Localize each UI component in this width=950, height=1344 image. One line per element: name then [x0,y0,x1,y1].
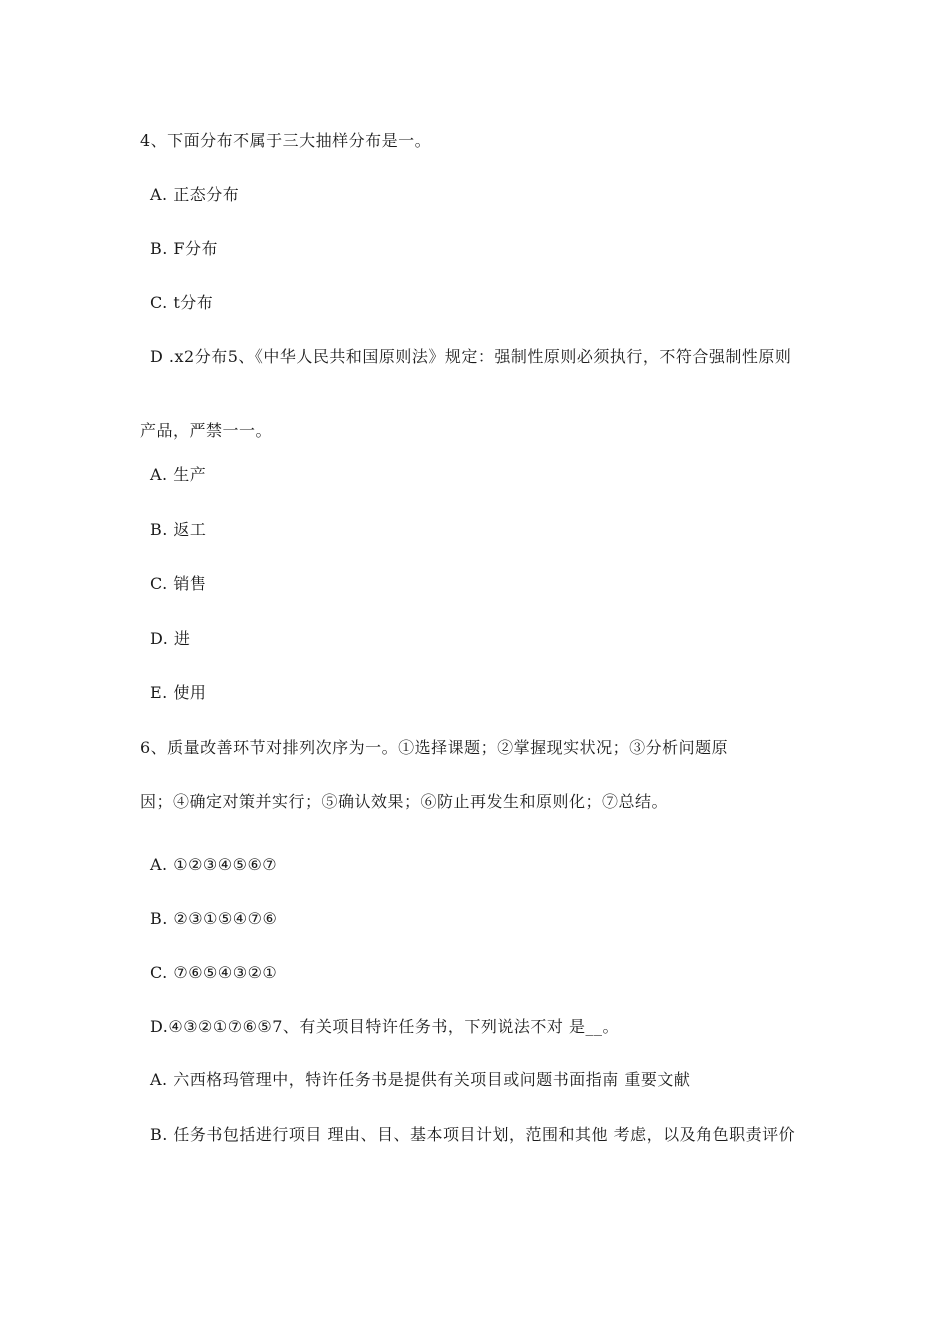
question-4-text: 4、下面分布不属于三大抽样分布是一。 [140,131,432,150]
option-d-question-5-text: D .x2分布5、《中华人民共和国原则法》规定：强制性原则必须执行，不符合强制性原则 [150,347,792,366]
option-b: B. F分布 [150,239,219,258]
option-b: B. 返工 [150,520,207,539]
option-c: C. ⑦⑥⑤④③②① [150,963,278,982]
option-b: B. 任务书包括进行项目 理由、目、基本项目计划，范围和其他 考虑，以及角色职责评价 [150,1125,796,1144]
option-a: A. 六西格玛管理中，特许任务书是提供有关项目或问题书面指南 重要文献 [150,1070,691,1089]
option-a: A. ①②③④⑤⑥⑦ [150,855,278,874]
question-5-continuation: 产品，严禁一一。 [140,421,273,440]
option-c: C. 销售 [150,574,207,593]
option-e: E. 使用 [150,683,207,702]
option-d-question-7-text: D.④③②①⑦⑥⑤7、有关项目特许任务书，下列说法不对 是__。 [150,1017,620,1036]
option-b: B. ②③①⑤④⑦⑥ [150,909,278,928]
option-a: A. 生产 [150,465,207,484]
question-6-continuation: 因；④确定对策并实行；⑤确认效果；⑥防止再发生和原则化；⑦总结。 [140,792,669,811]
question-6-text: 6、质量改善环节对排列次序为一。①选择课题；②掌握现实状况；③分析问题原 [140,738,729,757]
option-c: C. t分布 [150,293,214,312]
option-a: A. 正态分布 [150,185,240,204]
option-d: D. 进 [150,629,191,648]
